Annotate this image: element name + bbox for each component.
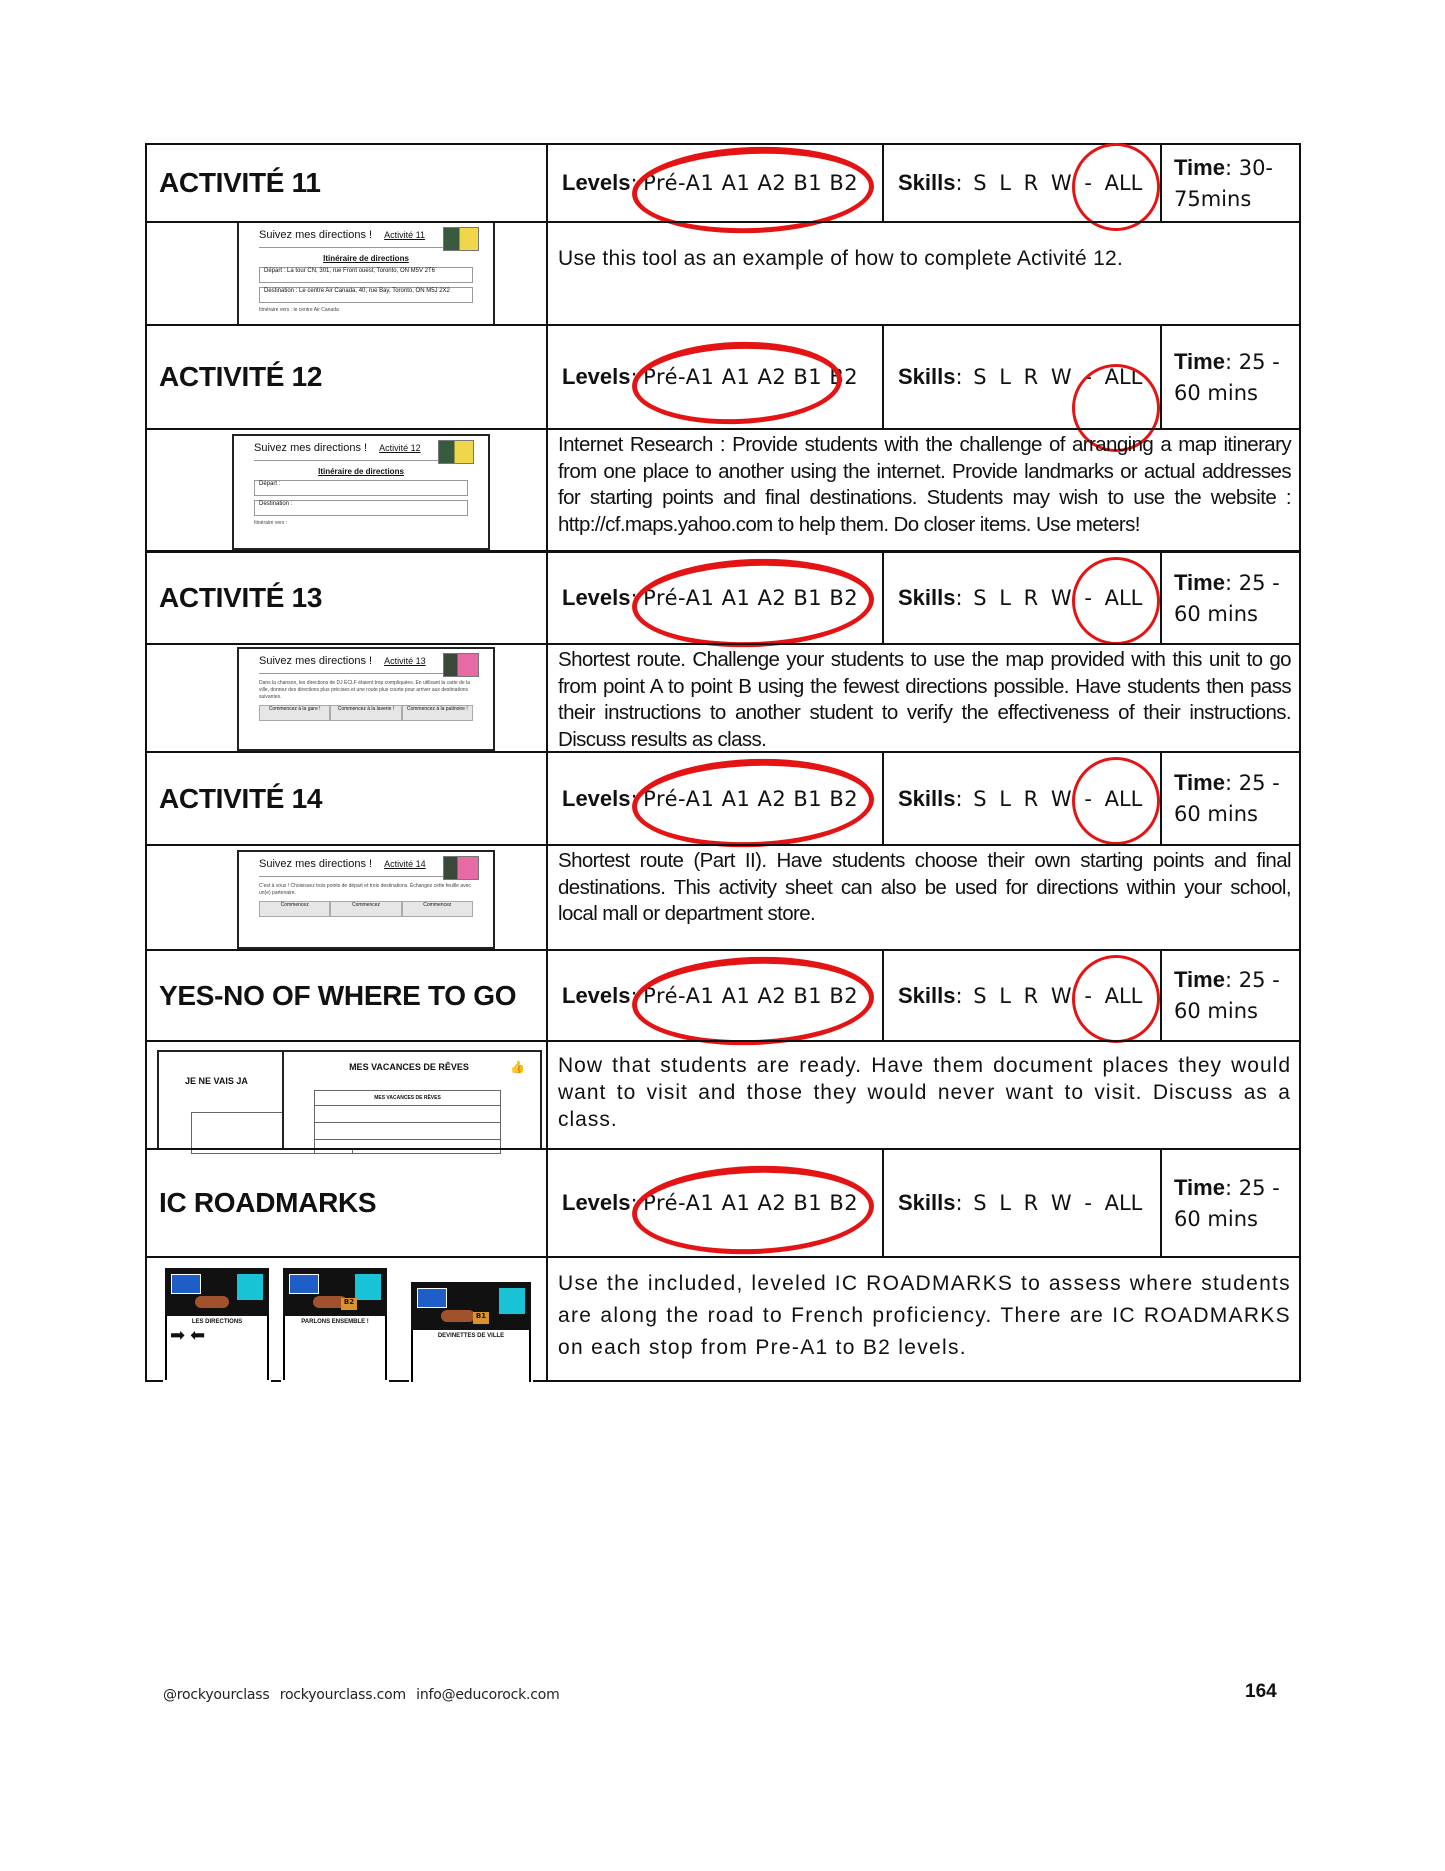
time-value: 60 mins xyxy=(1174,601,1258,626)
activity-13-detail-row xyxy=(145,643,1301,753)
levels-value: Pré-A1 A1 A2 B1 B2 xyxy=(643,365,859,389)
levels-value: Pré-A1 A1 A2 B1 B2 xyxy=(643,786,859,811)
skills-value: S L R W - ALL xyxy=(973,171,1143,195)
description-cell xyxy=(548,223,1301,324)
activity-title: ACTIVITÉ 13 xyxy=(159,582,323,613)
skills-value: S L R W - ALL xyxy=(973,1191,1143,1215)
levels-value: Pré-A1 A1 A2 B1 B2 xyxy=(643,586,859,610)
activity-title: ACTIVITÉ 14 xyxy=(159,782,323,814)
activity-13-header-row: ACTIVITÉ 13 Levels : Pré-A1 A1 A2 B1 B2 Skills : S L R W - ALL Time: 25 - 60 mins xyxy=(145,551,1301,645)
activity-title: IC ROADMARKS xyxy=(159,1187,377,1218)
worksheet-thumbnail-dream-vacations: MES VACANCES DE RÊVES 👍 MES VACANCES DE RÊVES xyxy=(282,1050,542,1150)
activity-description: Shortest route. Challenge your students to use the map provided with this unit to go from point A to point B using the fewest directions possible. Have students then pass their instructions to another student to verify the effectiveness of their instructions. Discuss results as class. xyxy=(558,648,1291,751)
thumbs-up-icon: 👍 xyxy=(510,1060,525,1074)
skills-value: S L R W - ALL xyxy=(973,983,1143,1008)
thumbnail-cell xyxy=(147,223,548,324)
roadmark-poster-b1: B1 DEVINETTES DE VILLE xyxy=(409,1280,533,1384)
worksheet-thumbnail-never: JE NE VAIS JA xyxy=(157,1050,347,1150)
levels-value: Pré-A1 A1 A2 B1 B2 xyxy=(643,1191,859,1215)
time-value: 60 mins xyxy=(1174,999,1258,1023)
activity-11-header-row xyxy=(145,143,1301,223)
activity-12-header-row: ACTIVITÉ 12 Levels : Pré-A1 A1 A2 B1 B2 Skills : S L R W - ALL Time: 25 - 60 mins xyxy=(145,324,1301,430)
levels-value: Pré-A1 A1 A2 B1 B2 xyxy=(643,983,859,1008)
time-value: 60 mins xyxy=(1174,380,1258,405)
activity-11-detail-row xyxy=(145,221,1301,326)
arrow-icons: ➡ ⬅ xyxy=(170,1325,206,1345)
ic-roadmarks-header-row: IC ROADMARKS Levels : Pré-A1 A1 A2 B1 B2 Skills : S L R W - ALL Time: 25 - 60 mins xyxy=(145,1148,1301,1258)
activity-description: Internet Research : Provide students with the challenge of arranging a map itinerary from one place to another using the internet. Provide landmarks or actual addresses for starting points and final destinations. Students may wish to use the website : http://cf.maps.yahoo.com to help them. Do closer items. Use meters! xyxy=(558,433,1291,536)
time-value: 75mins xyxy=(1174,186,1252,211)
activity-title: ACTIVITÉ 12 xyxy=(159,361,323,392)
worksheet-cover-image xyxy=(443,227,479,251)
skills-value: S L R W - ALL xyxy=(973,786,1143,811)
activity-title: ACTIVITÉ 11 xyxy=(159,167,321,198)
activity-title: YES-NO OF WHERE TO GO xyxy=(159,979,517,1011)
activity-description: Use the included, leveled IC ROADMARKS to assess where students are along the road to French proficiency. There are IC ROADMARKS on each stop from Pre-A1 to B2 levels. xyxy=(558,1272,1291,1359)
levels-cell: Levels : Pré-A1 A1 A2 B1 B2 xyxy=(548,145,884,221)
skills-cell: Skills : S L R W - ALL xyxy=(884,145,1162,221)
skills-value: S L R W - ALL xyxy=(973,586,1143,610)
worksheet-thumbnail: Suivez mes directions ! Activité 13 Dans la chanson, les directions de DJ ÉCLF étaient trop compliquées. En utilisant la carte de la ville, donnez des directions plus précises et une route plus courte pour arriver aux destinations suivantes. Commencez à la gare ! Commencez à la laverie ! Commencez à la patinoire ! xyxy=(237,647,495,751)
time-value: 60 mins xyxy=(1174,802,1258,826)
worksheet-thumbnail: Suivez mes directions ! Activité 12 Itinéraire de directions Départ : Destination : Itinéraire vers : xyxy=(232,434,490,550)
worksheet-thumbnail: Suivez mes directions ! Activité 14 C'est à vous ! Choisissez trois points de départ et trois destinations. Échangez cette feuille avec un(e) partenaire. Commencez Commencez Commencez xyxy=(237,850,495,949)
footer-contact: @rockyourclass rockyourclass.com info@educorock.com xyxy=(163,1687,560,1703)
page-number: 164 xyxy=(1245,1681,1277,1702)
activity-description: Shortest route (Part II). Have students choose their own starting points and final destinations. This activity sheet can also be used for directions within your school, local mall or department store. xyxy=(558,849,1291,925)
yes-no-detail-row xyxy=(145,1040,1301,1150)
road-sign-icon xyxy=(171,1274,201,1294)
activity-14-header-row: ACTIVITÉ 14 Levels : Pré-A1 A1 A2 B1 B2 Skills : S L R W - ALL Time: 25 - 60 mins xyxy=(145,751,1301,846)
roadmark-poster-b2: B2 PARLONS ENSEMBLE ! xyxy=(281,1266,389,1382)
time-cell: Time: 30- 75mins xyxy=(1174,154,1274,211)
worksheet-thumbnail: Suivez mes directions ! Activité 11 Itinéraire de directions Départ : La tour CN, 301, rue Front ouest, Toronto, ON M5V 2T6 Destination : Le centre Air Canada, 40, rue Bay, Toronto, ON M5J 2X2 Itinéraire vers : le centre Air Canada xyxy=(237,223,495,326)
levels-label: Levels xyxy=(562,170,631,195)
time-value: 60 mins xyxy=(1174,1206,1258,1231)
skills-value: S L R W - ALL xyxy=(973,365,1143,389)
yes-no-header-row: YES-NO OF WHERE TO GO Levels : Pré-A1 A1 A2 B1 B2 Skills : S L R W - ALL Time: 25 - 60 mins xyxy=(145,949,1301,1042)
ic-roadmarks-detail-row xyxy=(145,1256,1301,1382)
skills-label: Skills xyxy=(898,170,956,195)
activity-12-detail-row xyxy=(145,428,1301,552)
activity-description: Now that students are ready. Have them document places they would want to visit and those they would never want to visit. Discuss as a class. xyxy=(558,1054,1291,1131)
car-icon xyxy=(195,1296,229,1308)
roadmark-poster-directions: LES DIRECTIONS ➡ ⬅ xyxy=(163,1266,271,1382)
time-label: Time xyxy=(1174,154,1225,180)
activity-description: Use this tool as an example of how to complete Activité 12. xyxy=(558,247,1124,270)
activity-title-cell xyxy=(147,145,548,221)
levels-value: Pré-A1 A1 A2 B1 B2 xyxy=(643,171,859,195)
activity-14-detail-row xyxy=(145,844,1301,951)
